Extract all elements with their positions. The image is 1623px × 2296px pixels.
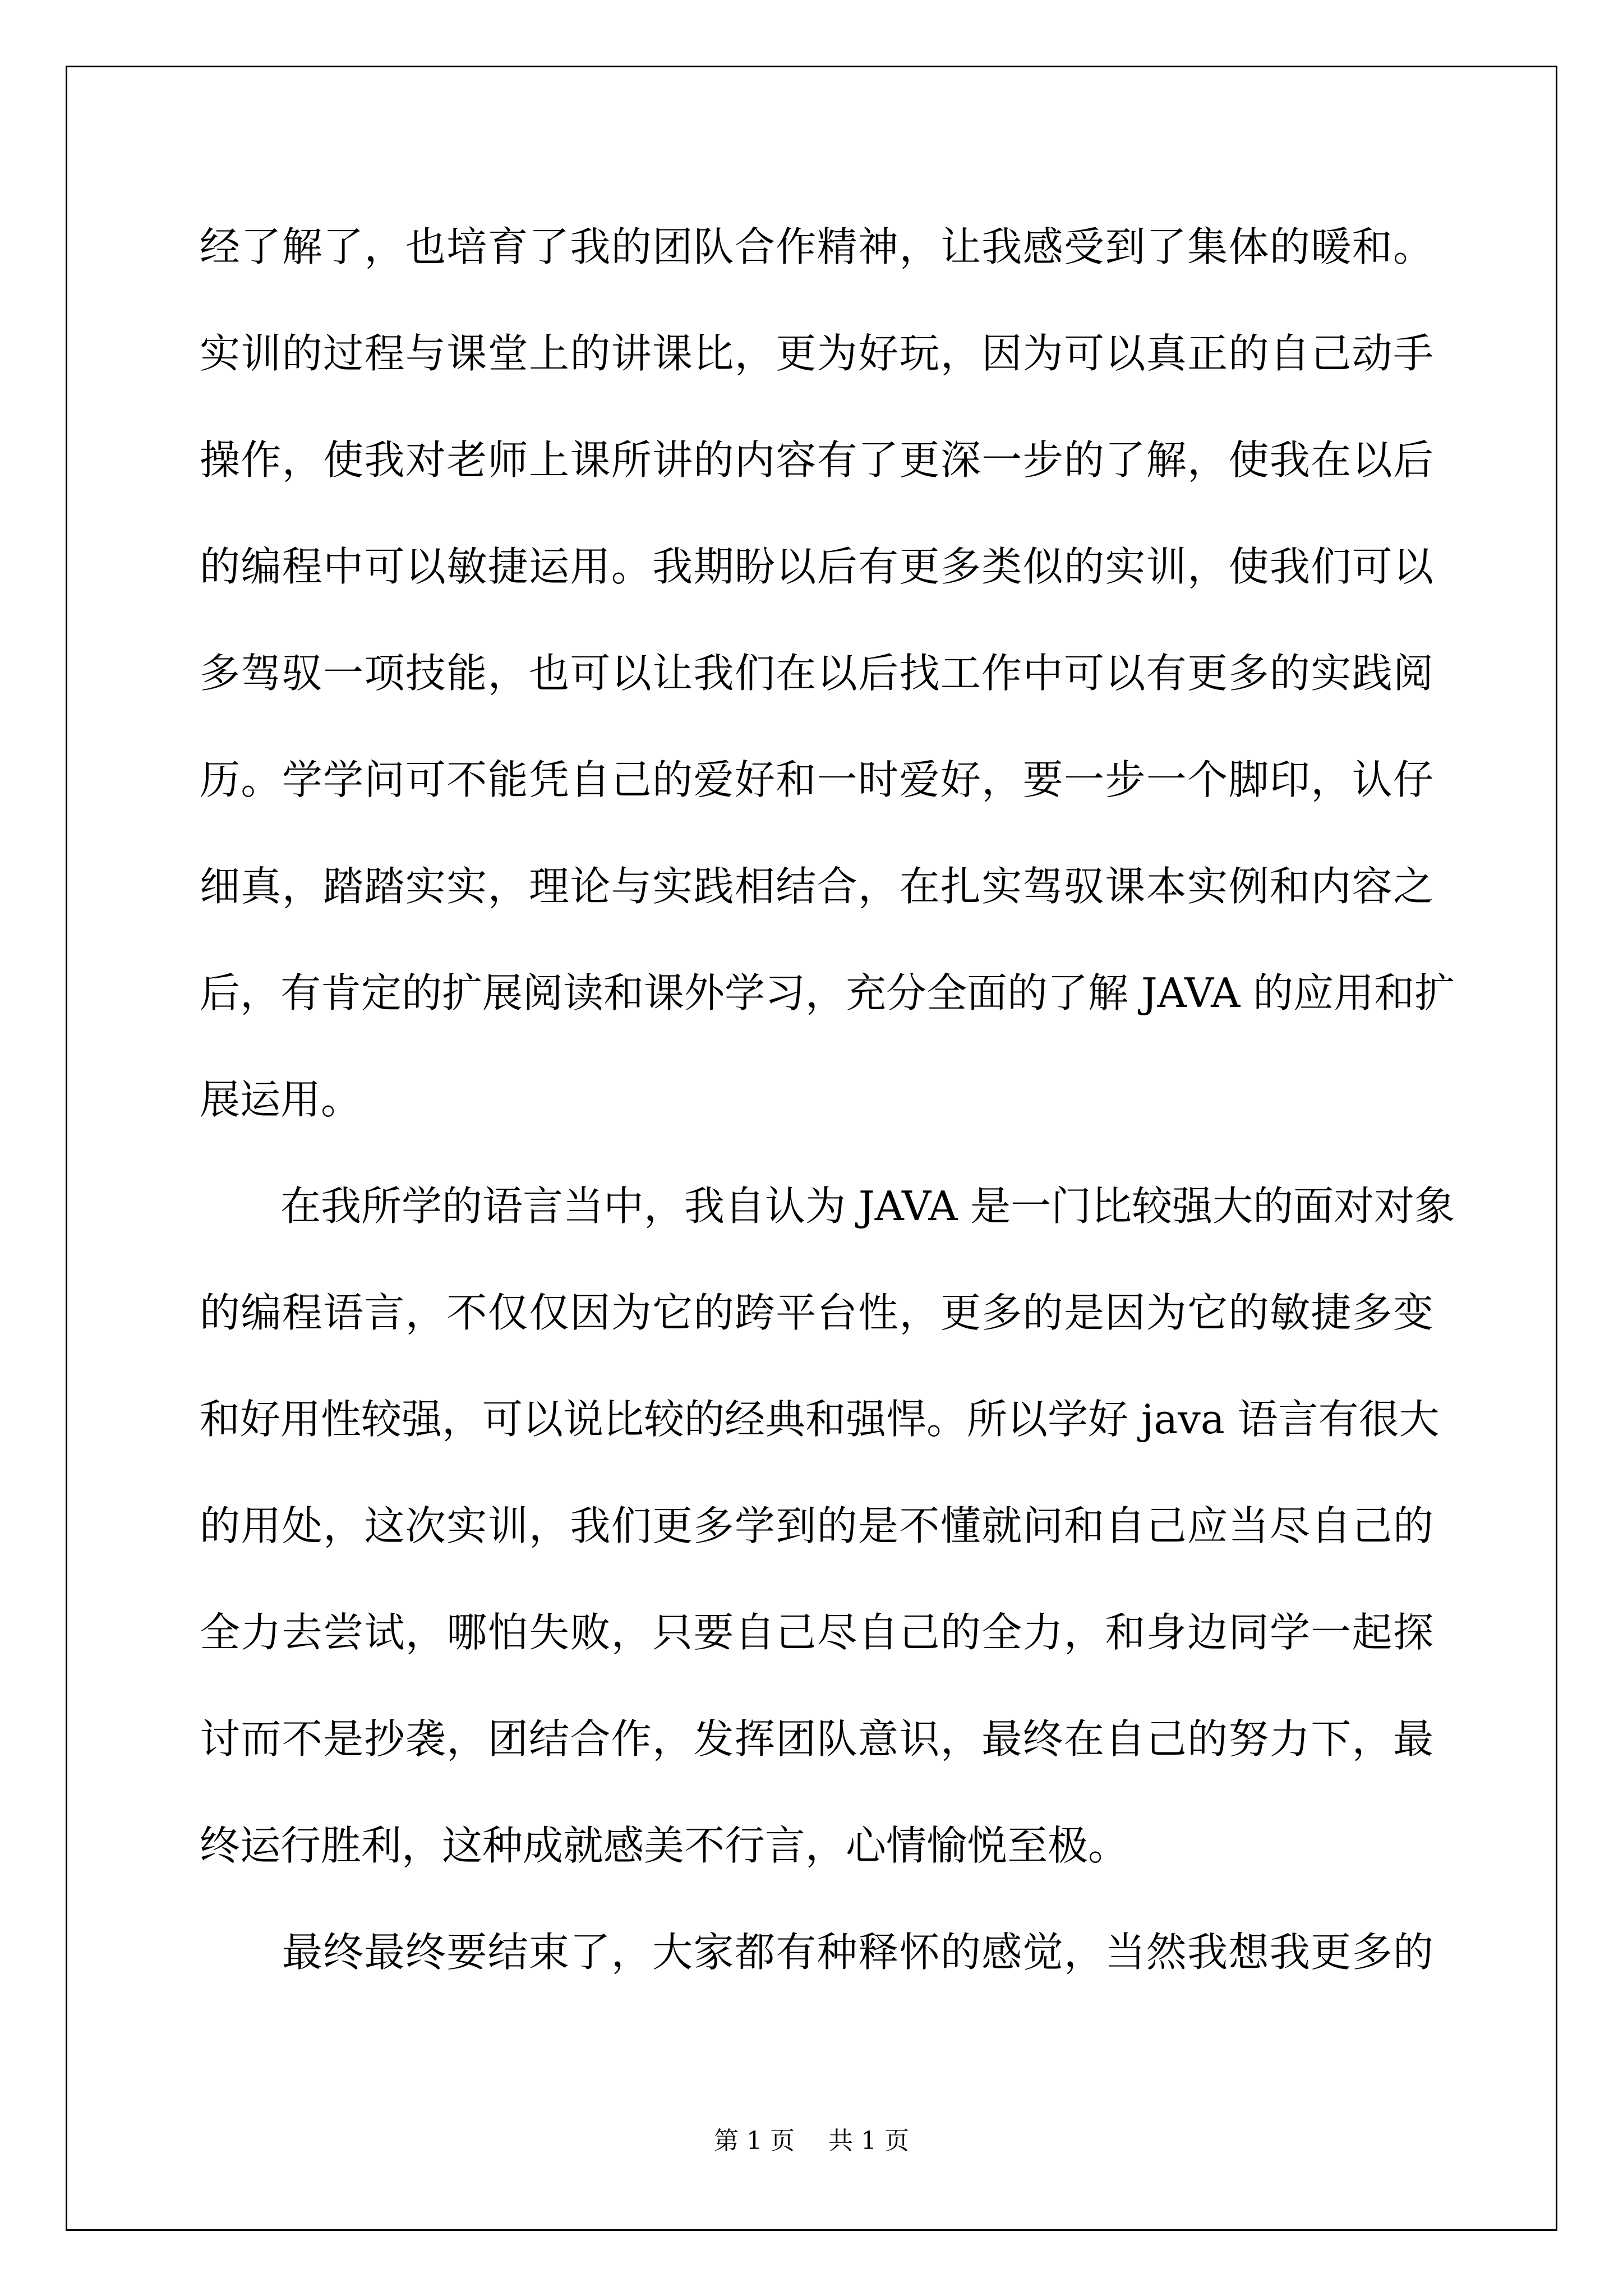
text-line: 最终最终要结束了，大家都有种释怀的感觉，当然我想我更多的 [200,1929,1433,1976]
body-text [200,194,1455,2005]
text-line: 讨而不是抄袭，团结合作，发挥团队意识，最终在自己的努力下，最 [200,1715,1433,1763]
page-total: 共 1 页 [828,2127,909,2155]
text-line: 历。学学问可不能凭自己的爱好和一时爱好，要一步一个脚印，认仔 [200,756,1433,803]
page-footer [0,2120,1623,2156]
text-line: 后，有肯定的扩展阅读和课外学习，充分全面的了解 JAVA 的应用和扩 [200,969,1455,1016]
text-line: 全力去尝试，哪怕失败，只要自己尽自己的全力，和身边同学一起探 [200,1609,1433,1656]
text-line: 的编程语言，不仅仅因为它的跨平台性，更多的是因为它的敏捷多变 [200,1289,1433,1336]
text-line: 的编程中可以敏捷运用。我期盼以后有更多类似的实训，使我们可以 [200,543,1433,590]
text-line: 操作，使我对老师上课所讲的内容有了更深一步的了解，使我在以后 [200,436,1433,484]
page-number: 第 1 页 [714,2127,795,2155]
text-line: 细真，踏踏实实，理论与实践相结合，在扎实驾驭课本实例和内容之 [200,863,1433,910]
text-line: 的用处，这次实训，我们更多学到的是不懂就问和自己应当尽自己的 [200,1502,1433,1549]
text-line: 和好用性较强，可以说比较的经典和强悍。所以学好 java 语言有很大 [200,1396,1440,1443]
text-line: 展运用。 [200,1076,362,1123]
text-line: 在我所学的语言当中，我自认为 JAVA 是一门比较强大的面对对象 [200,1182,1455,1230]
text-line: 多驾驭一项技能，也可以让我们在以后找工作中可以有更多的实践阅 [200,650,1433,697]
text-line: 终运行胜利，这种成就感美不行言，心情愉悦至极。 [200,1822,1129,1869]
text-line: 实训的过程与课堂上的讲课比，更为好玩，因为可以真正的自己动手 [200,330,1433,377]
text-line: 经了解了，也培育了我的团队合作精神，让我感受到了集体的暖和。 [200,223,1433,270]
